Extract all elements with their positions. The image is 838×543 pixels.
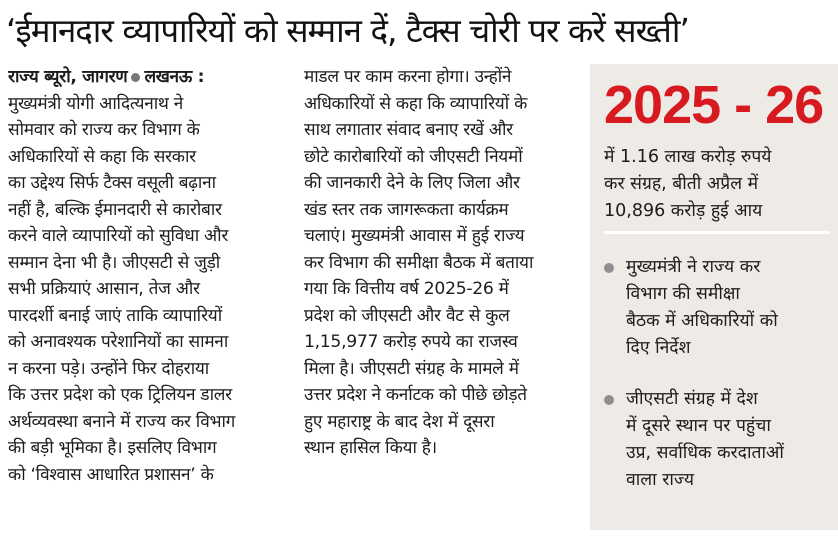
text-line: अधिकारियों से कहा कि सरकार: [8, 146, 196, 167]
text-line: पारदर्शी बनाई जाएं ताकि व्यापारियों: [8, 305, 222, 326]
text-line: न करना पड़े। उन्होंने फिर दोहराया: [8, 358, 209, 379]
text-line: सोमवार को राज्य कर विभाग के: [8, 120, 200, 140]
text-line: अधिकारियों से कहा कि व्यापारियों के: [304, 93, 527, 114]
text-line: सम्मान देना भी है। जीएसटी से जुड़ी: [8, 252, 220, 273]
text-line: को ‘विश्वास आधारित प्रशासन’ के: [8, 464, 214, 485]
text-line: का उद्देश्य सिर्फ टैक्स वसूली बढ़ाना: [8, 173, 216, 193]
highlight-line: में दूसरे स्थान पर पहुंचा: [626, 416, 771, 436]
stat-line: कर संग्रह, बीती अप्रैल में: [604, 174, 759, 194]
bullet-dot-icon: [131, 73, 140, 82]
collection-stat: [604, 144, 834, 225]
text-line: हुए महाराष्ट्र के बाद देश में दूसरा: [304, 411, 495, 432]
highlight-line: दिए निर्देश: [626, 338, 691, 358]
headline: ‘ईमानदार व्यापारियों को सम्मान दें, टैक्स चोरी पर करें सख्ती’: [6, 11, 689, 50]
highlight-item: [602, 254, 834, 362]
bullet-dot-icon: [604, 395, 614, 405]
text-line: कर विभाग की समीक्षा बैठक में बताया: [304, 252, 534, 273]
highlight-line: उप्र, सर्वाधिक करदाताओं: [626, 443, 784, 463]
stat-line: 10,896 करोड़ हुई आय: [604, 201, 763, 221]
text-line: को अनावश्यक परेशानियों का सामना: [8, 332, 228, 352]
highlight-line: मुख्यमंत्री ने राज्य कर: [626, 257, 761, 277]
text-line: गया कि वित्तीय वर्ष 2025-26 में: [304, 279, 509, 299]
text-line: माडल पर काम करना होगा। उन्होंने: [304, 67, 512, 87]
highlight-line: जीएसटी संग्रह में देश: [626, 389, 758, 409]
highlight-line: वाला राज्य: [626, 470, 695, 490]
stat-line: में 1.16 लाख करोड़ रुपये: [604, 147, 772, 167]
text-line: मिला है। जीएसटी संग्रह के मामले में: [304, 358, 519, 379]
text-line: 1,15,977 करोड़ रुपये का राजस्व: [304, 332, 518, 352]
text-line: उत्तर प्रदेश ने कर्नाटक को पीछे छोड़ते: [304, 385, 527, 405]
text-line: स्थान हासिल किया है।: [304, 438, 437, 458]
text-line: साथ लगातार संवाद बनाए रखें और: [304, 120, 513, 140]
text-line: छोटे कारोबारियों को जीएसटी नियमों: [304, 146, 523, 167]
text-line: मुख्यमंत्री योगी आदित्यनाथ ने: [8, 93, 183, 114]
divider: [604, 231, 830, 234]
text-line: अर्थव्यवस्था बनाने में राज्य कर विभाग: [8, 411, 236, 432]
highlight-line: विभाग की समीक्षा: [626, 284, 740, 304]
fiscal-year-heading: 2025 - 26: [604, 75, 824, 135]
text-line: कि उत्तर प्रदेश को एक ट्रिलियन डालर: [8, 385, 232, 405]
highlight-item: [602, 386, 834, 494]
byline: [8, 64, 283, 91]
text-line: नहीं है, बल्कि ईमानदारी से कारोबार: [8, 199, 222, 220]
article-column-1: [8, 64, 283, 488]
text-line: की जानकारी देने के लिए जिला और: [304, 173, 520, 193]
highlight-line: बैठक में अधिकारियों को: [626, 311, 778, 331]
text-line: सभी प्रक्रियाएं आसान, तेज और: [8, 279, 200, 299]
fact-box: [590, 64, 838, 530]
article-column-2: [304, 64, 586, 462]
text-line: करने वाले व्यापारियों को सुविधा और: [8, 226, 229, 246]
text-line: खंड स्तर तक जागरूकता कार्यक्रम: [304, 199, 509, 220]
bullet-dot-icon: [604, 263, 614, 273]
text-line: की बड़ी भूमिका है। इसलिए विभाग: [8, 438, 217, 458]
byline-place: लखनऊ :: [144, 67, 205, 87]
text-line: प्रदेश को जीएसटी और वैट से कुल: [304, 305, 510, 326]
byline-bureau: राज्य ब्यूरो, जागरण: [8, 67, 128, 87]
text-line: चलाएं। मुख्यमंत्री आवास में हुई राज्य: [304, 226, 525, 246]
